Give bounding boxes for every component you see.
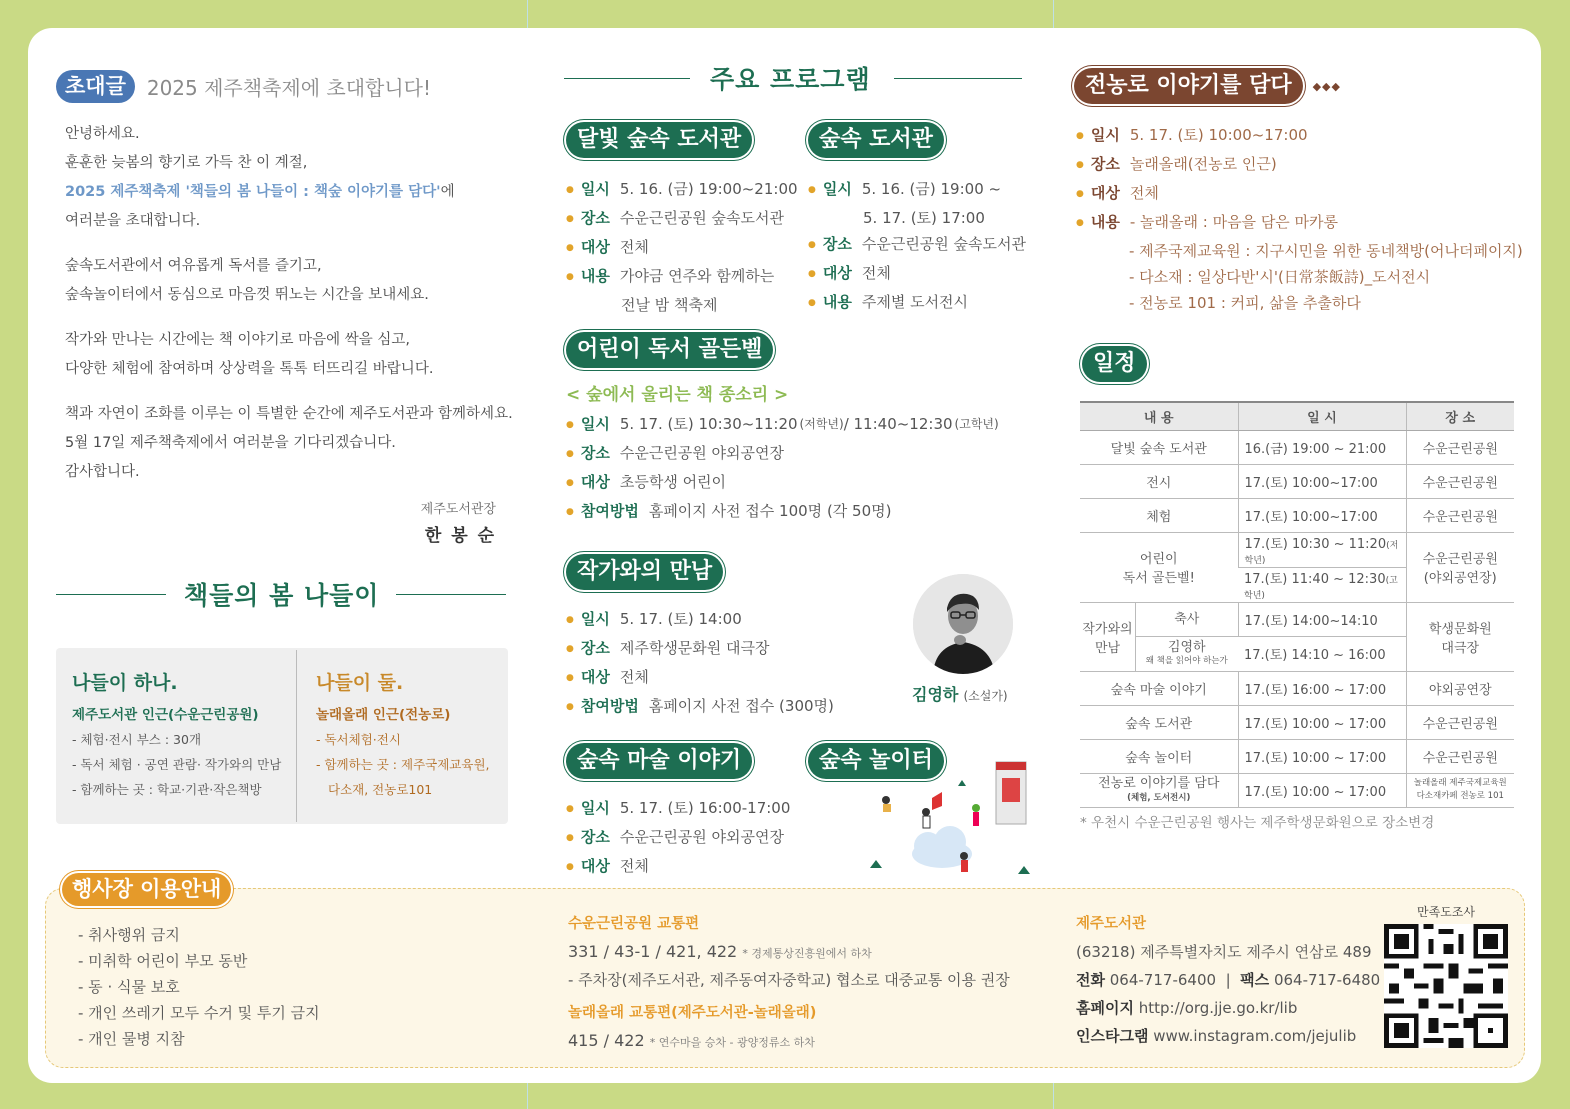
info-key: ● 내용 [808, 289, 852, 318]
cell-text: 김영하 [1167, 639, 1206, 655]
cell-text: 축사 [1136, 603, 1238, 637]
contact-info [1076, 912, 1380, 1050]
signature [421, 498, 496, 546]
info-key: ● 일시 [566, 795, 610, 824]
table-cell [1406, 602, 1514, 671]
table-cell: 체험 [1080, 498, 1238, 532]
festival-name: 2025 제주책축제 '책들의 봄 나들이 : 책숲 이야기를 담다' [65, 184, 441, 200]
playground-illustration-icon [868, 756, 1038, 881]
info-value: / 11:40~12:30 [843, 415, 953, 434]
letter-line: 5월 17일 제주책축제에서 여러분을 기다리겠습니다. [65, 435, 396, 451]
outing-two-item: - 함께하는 곳 : 제주국제교육원, [316, 757, 490, 772]
info-value: 수운근린공원 야외공연장 [619, 444, 785, 463]
table-cell: 17.(토) 14:00~14:10 [1238, 602, 1406, 637]
forest-library [808, 122, 1026, 318]
info-value: - 제주국제교육원 : 지구시민을 위한 동네책방(어나더페이지) [1129, 242, 1523, 260]
golden-bell-info [566, 411, 999, 527]
book-spine [296, 650, 297, 822]
guide-item: - 취사행위 금지 [78, 926, 180, 944]
info-key: ● 참여방법 [566, 498, 639, 527]
info-value: 홈페이지 사전 접수 (300명) [648, 697, 834, 716]
traffic-info [568, 912, 1010, 1055]
info-value: 5. 16. (금) 19:00~21:00 [619, 180, 798, 199]
cell-line: 학생문화원 [1428, 621, 1492, 637]
cell-line: 어린이 [1139, 552, 1178, 567]
parking-note: - 주차장(제주도서관, 제주동여자중학교) 협소로 대중교통 이용 권장 [568, 971, 1010, 989]
letter-text: 에 [440, 184, 455, 200]
author-meeting-info [566, 606, 834, 722]
outing-one-place: 제주도서관 인근(수운근린공원) [72, 707, 259, 723]
golden-bell-subtitle: < 숲에서 울리는 책 종소리 > [566, 385, 789, 406]
table-cell: 17.(토) 10:00~17:00 [1238, 464, 1406, 498]
letter-line: 훈훈한 늦봄의 향기로 가득 찬 이 계절, [65, 155, 308, 171]
info-key: ● 참여방법 [566, 693, 639, 722]
outing-two-place: 놀래올래 인근(전농로) [316, 707, 451, 723]
info-key: ● 장소 [566, 205, 610, 234]
info-key: ● 장소 [566, 635, 610, 664]
contact-value: 064-717-6480 [1273, 971, 1381, 989]
info-key: ● 일시 [1076, 122, 1120, 151]
cell-text: 17.(토) 10:30 ~ 11:20 [1244, 536, 1387, 552]
outing-two [316, 668, 506, 802]
dots-icon: ◆◆◆ [1312, 79, 1341, 93]
table-cell [1406, 532, 1514, 602]
info-value: 전체 [619, 857, 649, 876]
letter-line: 작가와 만나는 시간에는 책 이야기로 마음에 싹을 심고, [65, 332, 411, 348]
forest-library-info [808, 176, 1026, 318]
table-cell [1238, 532, 1406, 567]
author-meeting-tag: 작가와의 만남 [566, 554, 723, 590]
qr-label: 만족도조사 [1417, 905, 1475, 919]
info-key: ● 대상 [566, 853, 610, 882]
info-note: (고학년) [954, 417, 999, 432]
table-cell [1080, 602, 1238, 671]
schedule-tag: 일정 [1082, 346, 1147, 382]
info-key: ● 장소 [1076, 151, 1120, 180]
column-header: 장 소 [1406, 402, 1514, 430]
info-value: 전체 [619, 238, 649, 257]
info-value: 제주학생문화원 대극장 [619, 639, 770, 658]
table-cell: 야외공연장 [1406, 671, 1514, 705]
info-key: ● 대상 [566, 469, 610, 498]
info-key: ● 대상 [566, 664, 610, 693]
letter-line: 숲속놀이터에서 동심으로 마음껏 뛰노는 시간을 보내세요. [65, 287, 429, 303]
table-row [1080, 671, 1514, 705]
outing-two-item: 다소재, 전농로101 [328, 782, 433, 797]
divider [564, 78, 690, 79]
info-value: 놀래올래(전농로 인근) [1129, 155, 1277, 173]
info-key: ● 일시 [808, 176, 852, 205]
guide-item: - 미취학 어린이 부모 동반 [78, 952, 248, 970]
table-cell [1238, 567, 1406, 602]
contact-key: 인스타그램 [1076, 1027, 1149, 1045]
info-key: ● 내용 [1076, 209, 1120, 238]
schedule-header [1082, 346, 1147, 382]
info-key: ● 일시 [566, 176, 610, 205]
programs-heading: 주요 프로그램 [710, 65, 871, 94]
table-cell: 16.(금) 19:00 ~ 21:00 [1238, 430, 1406, 464]
info-value: 전체 [861, 264, 891, 283]
moon-library [566, 122, 798, 318]
traffic-heading: 놀래올래 교통편(제주도서관-놀래올래) [568, 1005, 817, 1021]
contact-key: 홈페이지 [1076, 999, 1134, 1017]
info-value: - 다소재 : 일상다반'시'(日常茶飯詩)_도서전시 [1129, 268, 1431, 286]
jeonnong-header [1074, 68, 1341, 104]
cell-note: (고학년) [1244, 575, 1398, 601]
table-cell: 달빛 숲속 도서관 [1080, 430, 1238, 464]
table-cell: 숲속 도서관 [1080, 705, 1238, 739]
info-key: ● 장소 [808, 231, 852, 260]
table-cell: 17.(토) 14:10 ~ 16:00 [1238, 637, 1406, 672]
golden-bell [566, 332, 999, 527]
outing-two-item: - 독서체험·전시 [316, 732, 401, 747]
guide-tag: 행사장 이용안내 [62, 873, 231, 906]
info-value: 수운근린공원 야외공연장 [619, 828, 785, 847]
letter-line: 여러분을 초대합니다. [65, 213, 201, 229]
instagram-link[interactable]: www.instagram.com/jejulib [1153, 1027, 1357, 1045]
moon-library-tag: 달빛 숲속 도서관 [566, 122, 752, 158]
contact-web[interactable] [1076, 994, 1380, 1022]
outing-one [72, 668, 292, 802]
author-caption [912, 682, 1008, 705]
info-value: 5. 16. (금) 19:00 ~ [861, 180, 1002, 199]
table-cell [1406, 773, 1514, 807]
table-cell [1080, 532, 1238, 602]
traffic-heading: 수운근린공원 교통편 [568, 916, 700, 932]
table-cell: 수운근린공원 [1406, 498, 1514, 532]
table-cell: 수운근린공원 [1406, 739, 1514, 773]
invite-tag: 초대글 [56, 70, 135, 103]
cell-line: 독서 골든벨! [1122, 571, 1195, 586]
info-key: ● 장소 [566, 824, 610, 853]
jeonnong-info [1076, 122, 1523, 316]
info-value: - 놀래올래 : 마음을 담은 마카롱 [1129, 213, 1339, 231]
signer-name: 한 봉 순 [424, 526, 496, 546]
letter-line: 책과 자연이 조화를 이루는 이 특별한 순간에 제주도서관과 함께하세요. [65, 406, 513, 422]
table-cell [1080, 773, 1238, 807]
cell-line: 작가와의 [1082, 621, 1133, 637]
info-key: ● 대상 [808, 260, 852, 289]
forest-library-tag: 숲속 도서관 [808, 122, 944, 158]
qr-code-icon[interactable] [1384, 924, 1508, 1048]
divider [396, 594, 506, 595]
table-cell: 17.(토) 10:00~17:00 [1238, 498, 1406, 532]
info-key: ● 대상 [1076, 180, 1120, 209]
author-role: (소설가) [963, 689, 1008, 703]
table-cell: 숲속 마술 이야기 [1080, 671, 1238, 705]
outing-heading: 책들의 봄 나들이 [184, 581, 380, 610]
bus-numbers: 331 / 43-1 / 421, 422 [568, 942, 738, 961]
table-row [1080, 773, 1514, 807]
bus-note: * 연수마을 승차 - 광양정류소 하차 [649, 1036, 815, 1049]
forest-magic [566, 743, 790, 882]
contact-value: 064-717-6400 [1109, 971, 1217, 989]
qr-block[interactable] [1383, 903, 1509, 1052]
contact-phone: 전화 064-717-6400 | 팩스 064-717-6480 [1076, 971, 1381, 989]
signer-role: 제주도서관장 [420, 502, 496, 517]
info-value: 가야금 연주와 함께하는 [619, 267, 775, 286]
table-cell: 17.(토) 10:00 ~ 17:00 [1238, 773, 1406, 807]
divider [56, 594, 166, 595]
info-key: ● 대상 [566, 234, 610, 263]
guide-item: - 개인 쓰레기 모두 수거 및 투기 금지 [78, 1004, 320, 1022]
outing-one-item: - 독서 체험 · 공연 관람· 작가와의 만남 [72, 757, 282, 772]
divider [894, 78, 1022, 79]
letter-line: 다양한 체험에 참여하며 상상력을 톡톡 터뜨리길 바랍니다. [65, 361, 434, 377]
info-value: 5. 17. (토) 14:00 [619, 610, 742, 629]
contact-key: 팩스 [1240, 971, 1270, 989]
table-cell: 수운근린공원 [1406, 464, 1514, 498]
info-value: 5. 17. (토) 17:00 [863, 209, 985, 228]
website-link[interactable]: http://org.jje.go.kr/lib [1138, 999, 1298, 1017]
table-cell: 수운근린공원 [1406, 705, 1514, 739]
cell-line: 다소재카페 전농로 101 [1416, 791, 1504, 801]
info-key: ● 일시 [566, 606, 610, 635]
table-row [1080, 532, 1514, 567]
guide-item: - 개인 물병 지참 [78, 1030, 185, 1048]
table-cell: 전시 [1080, 464, 1238, 498]
author-photo [913, 574, 1013, 674]
table-row [1080, 430, 1514, 464]
info-value: 전체 [619, 668, 649, 687]
contact-key: 전화 [1076, 971, 1105, 989]
info-key: ● 일시 [566, 411, 610, 440]
info-value: 5. 17. (토) 10:00~17:00 [1129, 126, 1308, 144]
info-value: 초등학생 어린이 [619, 473, 727, 492]
table-row [1080, 739, 1514, 773]
jeonnong-tag: 전농로 이야기를 담다 [1074, 68, 1303, 104]
schedule-table [1080, 401, 1514, 808]
letter-line [65, 178, 515, 207]
info-value: 전체 [1129, 184, 1159, 202]
info-value: - 전농로 101 : 커피, 삶을 추출하다 [1129, 294, 1361, 312]
outing-one-title: 나들이 하나. [72, 672, 178, 694]
info-value: 수운근린공원 숲속도서관 [619, 209, 785, 228]
guide-list [78, 922, 320, 1052]
info-value: 수운근린공원 숲속도서관 [861, 235, 1027, 254]
cell-line: 전농로 이야기를 담다 [1098, 776, 1220, 791]
column-header: 일 시 [1238, 402, 1406, 430]
table-cell: 17.(토) 16:00 ~ 17:00 [1238, 671, 1406, 705]
table-row [1080, 464, 1514, 498]
info-value: 홈페이지 사전 접수 100명 (각 50명) [648, 502, 892, 521]
cell-line: 놀래올래 제주국제교육원 [1413, 778, 1507, 788]
table-cell: 숲속 놀이터 [1080, 739, 1238, 773]
letter-line: 감사합니다. [65, 464, 140, 480]
table-row [1080, 602, 1514, 637]
golden-bell-tag: 어린이 독서 골든벨 [566, 332, 773, 368]
info-note: (저학년) [799, 417, 844, 432]
schedule-note: * 우천시 수운근린공원 행사는 제주학생문화원으로 장소변경 [1080, 815, 1435, 831]
moon-library-info [566, 176, 798, 318]
info-key: ● 장소 [566, 440, 610, 469]
invite-header [56, 70, 431, 103]
guide-item: - 동 · 식물 보호 [78, 978, 180, 996]
table-row [1080, 498, 1514, 532]
column-header: 내 용 [1080, 402, 1238, 430]
table-cell: 17.(토) 10:00 ~ 17:00 [1238, 739, 1406, 773]
bus-note: * 경제통상진흥원에서 하차 [742, 947, 872, 960]
info-value: 5. 17. (토) 16:00-17:00 [619, 799, 791, 818]
cell-note: (체험, 도서전시) [1127, 793, 1191, 803]
table-cell: 수운근린공원 [1406, 430, 1514, 464]
cell-note: 왜 책을 읽어야 하는가 [1145, 655, 1228, 666]
cell-line: (야외공연장) [1423, 571, 1497, 586]
contact-instagram[interactable] [1076, 1022, 1380, 1050]
letter-line: 숲속도서관에서 여유롭게 독서를 즐기고, [65, 258, 322, 274]
outing-one-item: - 체험·전시 부스 : 30개 [72, 732, 202, 747]
contact-heading: 제주도서관 [1076, 916, 1147, 932]
cell-line: 수운근린공원 [1422, 552, 1498, 567]
table-row [1080, 705, 1514, 739]
author-name: 김영하 [912, 685, 959, 704]
brochure [28, 28, 1541, 1083]
outing-two-title: 나들이 둘. [316, 672, 404, 694]
forest-playground-tag: 숲속 놀이터 [808, 743, 944, 779]
author-meeting [566, 554, 834, 722]
outing-one-item: - 함께하는 곳 : 학교·기관·작은책방 [72, 782, 262, 797]
info-key: ● 내용 [566, 263, 610, 292]
guide-header [62, 873, 231, 906]
info-value: 전날 밤 책축제 [621, 296, 718, 315]
table-cell: 17.(토) 10:00 ~ 17:00 [1238, 705, 1406, 739]
info-value: 5. 17. (토) 10:30~11:20 [619, 415, 798, 434]
cell-note: (저학년) [1244, 540, 1399, 566]
letter-line: 안녕하세요. [65, 126, 140, 142]
forest-magic-tag: 숲속 마술 이야기 [566, 743, 752, 779]
cell-text: 17.(토) 11:40 ~ 12:30 [1244, 571, 1386, 587]
forest-magic-info [566, 795, 790, 882]
invite-letter [65, 120, 515, 487]
outing-book [56, 648, 508, 824]
cell-line: 만남 [1094, 640, 1121, 656]
invite-title: 2025 제주책축제에 초대합니다! [146, 76, 432, 101]
info-value: 주제별 도서전시 [861, 293, 969, 312]
author-portrait-icon [913, 574, 1013, 674]
table-header [1080, 402, 1514, 430]
contact-address: (63218) 제주특별자치도 제주시 연삼로 489 [1076, 943, 1372, 961]
bus-numbers: 415 / 422 [568, 1031, 645, 1050]
cell-line: 대극장 [1441, 640, 1480, 656]
author-group [1080, 603, 1136, 671]
